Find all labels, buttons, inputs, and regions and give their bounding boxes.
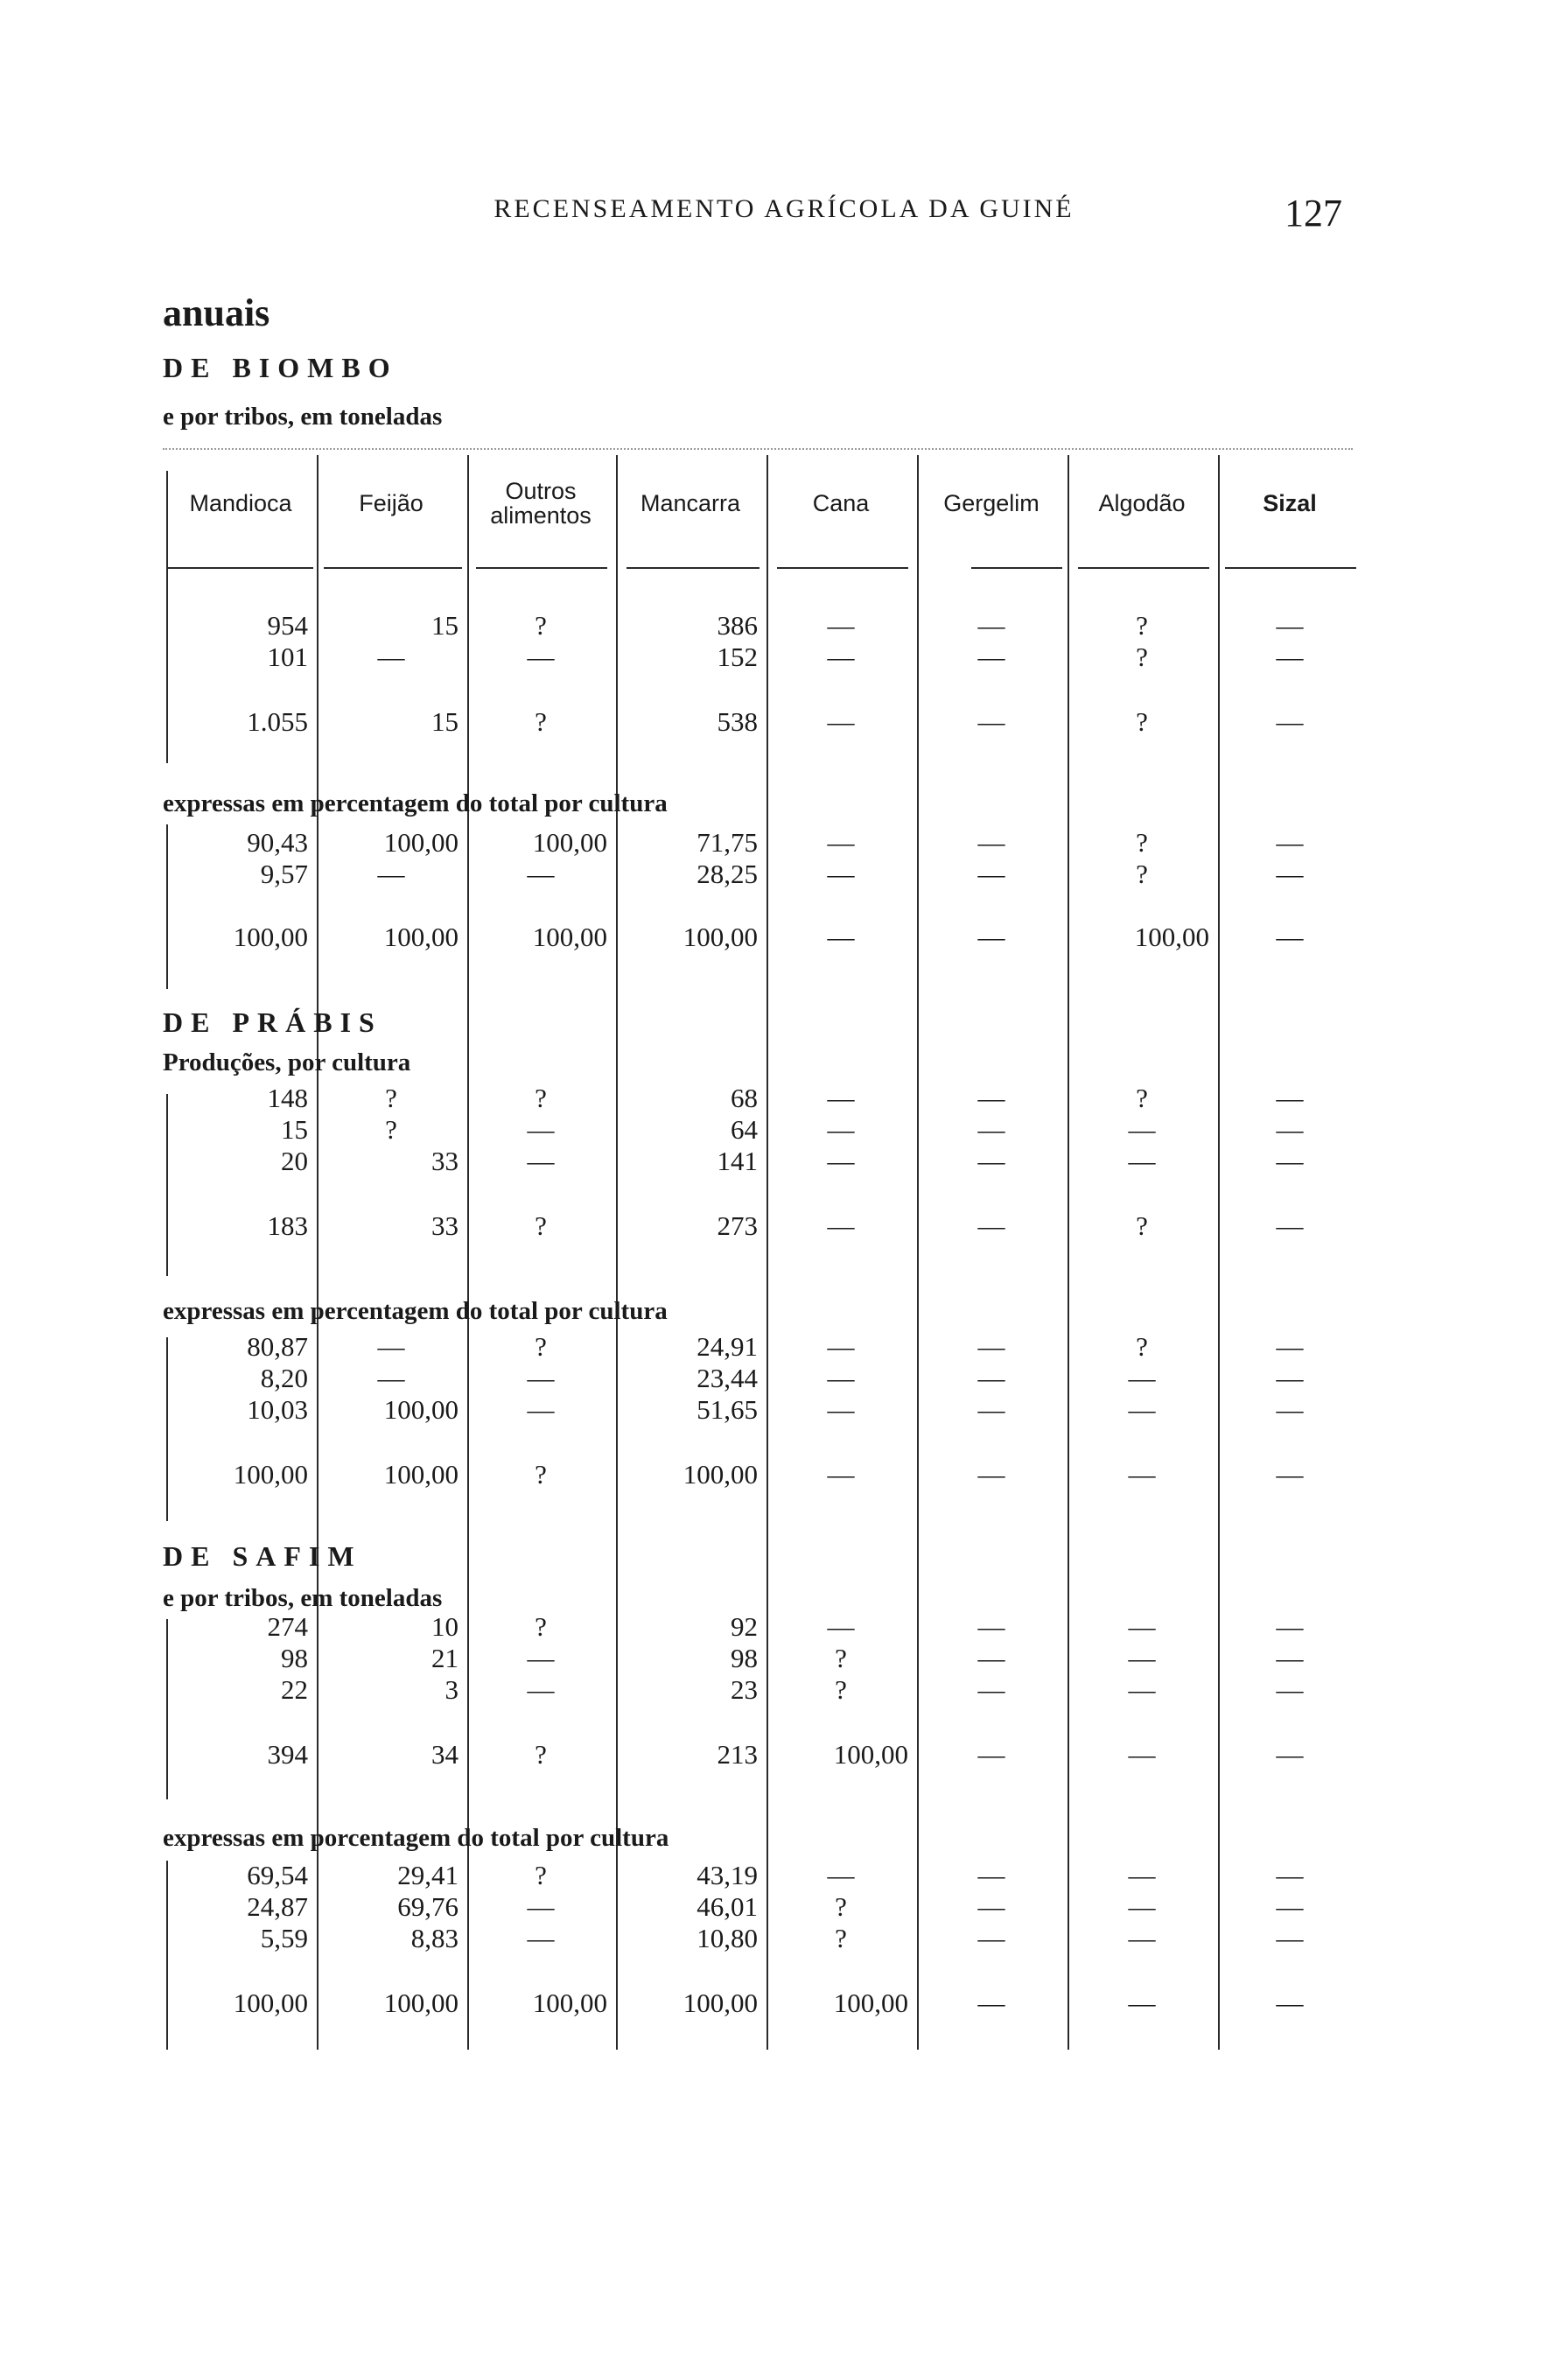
cell-sizal: — xyxy=(1276,1739,1304,1770)
column-header-gergelim: Gergelim xyxy=(943,489,1040,516)
section-subtitle-biombo: e por tribos, em toneladas xyxy=(163,403,443,431)
header-rule xyxy=(324,567,462,569)
cell-cana: — xyxy=(827,859,855,889)
cell-cana: ? xyxy=(835,1643,847,1673)
column-rule xyxy=(766,455,768,2050)
column-header-feijao: Feijão xyxy=(359,489,424,516)
cell-outros-alimentos: ? xyxy=(535,1860,547,1890)
cell-sizal: — xyxy=(1276,1891,1304,1922)
table-pct-row xyxy=(0,1859,1568,1892)
cell-algod-o: — xyxy=(1128,1739,1156,1770)
header-rule xyxy=(777,567,908,569)
cell-mancarra: 28,25 xyxy=(696,859,758,889)
section-title-safim: DE SAFIM xyxy=(163,1540,362,1572)
cell-outros-alimentos: — xyxy=(527,1643,555,1673)
cell-gergelim: — xyxy=(977,1363,1005,1393)
cell-cana: — xyxy=(827,610,855,641)
cell-feij-o: 69,76 xyxy=(397,1891,458,1922)
table-pct-row xyxy=(0,1393,1568,1427)
table-row xyxy=(0,1082,1568,1115)
cell-feij-o: 100,00 xyxy=(383,827,458,858)
cell-mancarra: 213 xyxy=(717,1739,758,1770)
cell-mandioca: 101 xyxy=(267,642,308,672)
cell-mandioca: 1.055 xyxy=(247,706,308,737)
cell-mandioca: 24,87 xyxy=(247,1891,308,1922)
cell-outros-alimentos: ? xyxy=(535,706,547,737)
cell-cana: — xyxy=(827,1146,855,1176)
cell-gergelim: — xyxy=(977,1739,1005,1770)
cell-feij-o: — xyxy=(377,642,405,672)
cell-feij-o: 29,41 xyxy=(397,1860,458,1890)
cell-feij-o: 8,83 xyxy=(410,1923,458,1953)
cell-sizal: — xyxy=(1276,1923,1304,1953)
section-title-prabis: DE PRÁBIS xyxy=(163,1006,382,1038)
cell-sizal: — xyxy=(1276,859,1304,889)
cell-cana: — xyxy=(827,706,855,737)
cell-mancarra: 100,00 xyxy=(682,1988,758,2018)
cell-mancarra: 10,80 xyxy=(696,1923,758,1953)
table-pct-row xyxy=(0,858,1568,891)
cell-mancarra: 71,75 xyxy=(696,827,758,858)
cell-gergelim: — xyxy=(977,1860,1005,1890)
cell-mancarra: 23,44 xyxy=(696,1363,758,1393)
cell-outros-alimentos: — xyxy=(527,1114,555,1145)
table-row xyxy=(0,609,1568,642)
cell-sizal: — xyxy=(1276,1114,1304,1145)
cell-algod-o: ? xyxy=(1136,1083,1148,1113)
cell-algod-o: ? xyxy=(1136,706,1148,737)
cell-gergelim: — xyxy=(977,706,1005,737)
cell-cana: — xyxy=(827,1459,855,1490)
cell-mandioca: 80,87 xyxy=(247,1331,308,1362)
cell-feij-o: ? xyxy=(385,1114,397,1145)
cell-gergelim: — xyxy=(977,859,1005,889)
column-rule xyxy=(1068,455,1069,2050)
cell-cana: — xyxy=(827,922,855,952)
cell-sizal: — xyxy=(1276,1459,1304,1490)
cell-gergelim: — xyxy=(977,1146,1005,1176)
column-header-outros-alimentos: Outros alimentos xyxy=(490,477,592,529)
cell-gergelim: — xyxy=(977,1674,1005,1705)
cell-sizal: — xyxy=(1276,1860,1304,1890)
column-header-mancarra: Mancarra xyxy=(640,489,741,516)
cell-cana: — xyxy=(827,642,855,672)
cell-outros-alimentos: ? xyxy=(535,610,547,641)
cell-gergelim: — xyxy=(977,1331,1005,1362)
cell-mandioca: 8,20 xyxy=(260,1363,308,1393)
section-subtitle-safim: e por tribos, em toneladas xyxy=(163,1584,443,1612)
cell-algod-o: — xyxy=(1128,1394,1156,1425)
cell-algod-o: ? xyxy=(1136,610,1148,641)
cell-mancarra: 92 xyxy=(731,1611,758,1642)
cell-sizal: — xyxy=(1276,1611,1304,1642)
section-title-biombo: DE BIOMBO xyxy=(163,352,398,383)
cell-cana: — xyxy=(827,1114,855,1145)
cell-mandioca: 5,59 xyxy=(260,1923,308,1953)
cell-feij-o: 10 xyxy=(431,1611,458,1642)
table-row xyxy=(0,1145,1568,1178)
table-pct-total-row xyxy=(0,1987,1568,2020)
cell-outros-alimentos: — xyxy=(527,1363,555,1393)
cell-gergelim: — xyxy=(977,827,1005,858)
cell-outros-alimentos: ? xyxy=(535,1739,547,1770)
cell-mancarra: 538 xyxy=(717,706,758,737)
cell-algod-o: ? xyxy=(1136,1331,1148,1362)
cell-outros-alimentos: 100,00 xyxy=(532,922,607,952)
cell-mancarra: 141 xyxy=(717,1146,758,1176)
table-total-row xyxy=(0,705,1568,739)
cell-gergelim: — xyxy=(977,1459,1005,1490)
cell-algod-o: — xyxy=(1128,1363,1156,1393)
cell-sizal: — xyxy=(1276,1674,1304,1705)
cell-algod-o: 100,00 xyxy=(1134,922,1209,952)
header-rule xyxy=(168,567,313,569)
column-rule xyxy=(917,455,919,2050)
table-row xyxy=(0,1113,1568,1146)
section-subtitle-prabis: Produções, por cultura xyxy=(163,1048,411,1076)
cell-algod-o: — xyxy=(1128,1988,1156,2018)
header-rule xyxy=(971,567,1062,569)
page-heading: anuais xyxy=(163,291,270,334)
cell-outros-alimentos: — xyxy=(527,1923,555,1953)
cell-mandioca: 100,00 xyxy=(233,1459,308,1490)
cell-feij-o: 100,00 xyxy=(383,1394,458,1425)
table-pct-total-row xyxy=(0,1458,1568,1491)
cell-algod-o: — xyxy=(1128,1860,1156,1890)
table-row xyxy=(0,1610,1568,1644)
cell-cana: ? xyxy=(835,1891,847,1922)
column-header-cana: Cana xyxy=(812,489,870,516)
cell-gergelim: — xyxy=(977,1988,1005,2018)
cell-feij-o: — xyxy=(377,1331,405,1362)
cell-feij-o: 33 xyxy=(431,1146,458,1176)
cell-mancarra: 273 xyxy=(717,1210,758,1241)
cell-algod-o: ? xyxy=(1136,827,1148,858)
cell-algod-o: — xyxy=(1128,1146,1156,1176)
cell-cana: — xyxy=(827,827,855,858)
column-rule xyxy=(467,455,469,2050)
cell-mandioca: 10,03 xyxy=(247,1394,308,1425)
cell-feij-o: 15 xyxy=(431,610,458,641)
column-rule xyxy=(1218,455,1220,2050)
cell-outros-alimentos: ? xyxy=(535,1210,547,1241)
table-row xyxy=(0,1673,1568,1707)
cell-mancarra: 64 xyxy=(731,1114,758,1145)
column-rule xyxy=(616,455,618,2050)
header-top-rule xyxy=(163,448,1353,450)
cell-mancarra: 68 xyxy=(731,1083,758,1113)
cell-mancarra: 386 xyxy=(717,610,758,641)
cell-cana: 100,00 xyxy=(833,1739,908,1770)
cell-gergelim: — xyxy=(977,1643,1005,1673)
cell-mandioca: 90,43 xyxy=(247,827,308,858)
cell-cana: — xyxy=(827,1331,855,1362)
cell-mandioca: 394 xyxy=(267,1739,308,1770)
cell-mancarra: 43,19 xyxy=(696,1860,758,1890)
cell-mancarra: 23 xyxy=(731,1674,758,1705)
cell-algod-o: — xyxy=(1128,1923,1156,1953)
cell-sizal: — xyxy=(1276,1083,1304,1113)
cell-gergelim: — xyxy=(977,1083,1005,1113)
cell-sizal: — xyxy=(1276,1394,1304,1425)
table-row xyxy=(0,1642,1568,1675)
cell-mandioca: 100,00 xyxy=(233,1988,308,2018)
column-header-sizal: Sizal xyxy=(1263,489,1317,516)
cell-sizal: — xyxy=(1276,827,1304,858)
cell-cana: ? xyxy=(835,1674,847,1705)
cell-gergelim: — xyxy=(977,922,1005,952)
cell-algod-o: — xyxy=(1128,1674,1156,1705)
cell-outros-alimentos: 100,00 xyxy=(532,827,607,858)
cell-outros-alimentos: — xyxy=(527,1394,555,1425)
cell-cana: — xyxy=(827,1394,855,1425)
cell-mandioca: 183 xyxy=(267,1210,308,1241)
cell-mancarra: 100,00 xyxy=(682,1459,758,1490)
cell-mandioca: 9,57 xyxy=(260,859,308,889)
cell-outros-alimentos: ? xyxy=(535,1611,547,1642)
cell-feij-o: ? xyxy=(385,1083,397,1113)
cell-feij-o: 15 xyxy=(431,706,458,737)
cell-mancarra: 24,91 xyxy=(696,1331,758,1362)
cell-gergelim: — xyxy=(977,1394,1005,1425)
cell-cana: — xyxy=(827,1210,855,1241)
cell-mandioca: 20 xyxy=(281,1146,308,1176)
cell-feij-o: — xyxy=(377,859,405,889)
cell-mancarra: 152 xyxy=(717,642,758,672)
table-pct-row xyxy=(0,1922,1568,1955)
cell-cana: — xyxy=(827,1860,855,1890)
cell-feij-o: 21 xyxy=(431,1643,458,1673)
cell-mandioca: 15 xyxy=(281,1114,308,1145)
cell-mancarra: 100,00 xyxy=(682,922,758,952)
cell-feij-o: 100,00 xyxy=(383,1988,458,2018)
cell-outros-alimentos: ? xyxy=(535,1083,547,1113)
cell-feij-o: 3 xyxy=(444,1674,458,1705)
cell-outros-alimentos: — xyxy=(527,1146,555,1176)
cell-outros-alimentos: 100,00 xyxy=(532,1988,607,2018)
pct-caption-safim: expressas em porcentagem do total por cultura xyxy=(163,1824,669,1852)
cell-sizal: — xyxy=(1276,1210,1304,1241)
cell-mancarra: 46,01 xyxy=(696,1891,758,1922)
cell-sizal: — xyxy=(1276,1363,1304,1393)
cell-mandioca: 98 xyxy=(281,1643,308,1673)
cell-algod-o: — xyxy=(1128,1611,1156,1642)
cell-mandioca: 274 xyxy=(267,1611,308,1642)
cell-cana: ? xyxy=(835,1923,847,1953)
cell-outros-alimentos: — xyxy=(527,1674,555,1705)
cell-algod-o: — xyxy=(1128,1643,1156,1673)
cell-sizal: — xyxy=(1276,1988,1304,2018)
cell-mancarra: 51,65 xyxy=(696,1394,758,1425)
cell-algod-o: — xyxy=(1128,1459,1156,1490)
cell-gergelim: — xyxy=(977,610,1005,641)
table-pct-row xyxy=(0,1362,1568,1395)
cell-feij-o: 34 xyxy=(431,1739,458,1770)
cell-sizal: — xyxy=(1276,1331,1304,1362)
cell-algod-o: — xyxy=(1128,1891,1156,1922)
table-total-row xyxy=(0,1738,1568,1771)
cell-outros-alimentos: ? xyxy=(535,1459,547,1490)
cell-gergelim: — xyxy=(977,642,1005,672)
table-total-row xyxy=(0,1210,1568,1243)
cell-cana: — xyxy=(827,1363,855,1393)
table-row xyxy=(0,641,1568,674)
header-rule xyxy=(476,567,607,569)
table-pct-row xyxy=(0,1890,1568,1924)
cell-gergelim: — xyxy=(977,1891,1005,1922)
pct-caption-prabis: expressas em percentagem do total por cultura xyxy=(163,1297,668,1325)
cell-sizal: — xyxy=(1276,706,1304,737)
cell-feij-o: 100,00 xyxy=(383,1459,458,1490)
cell-sizal: — xyxy=(1276,1146,1304,1176)
cell-outros-alimentos: — xyxy=(527,859,555,889)
cell-mandioca: 22 xyxy=(281,1674,308,1705)
cell-mandioca: 954 xyxy=(267,610,308,641)
cell-mancarra: 98 xyxy=(731,1643,758,1673)
page-number: 127 xyxy=(1284,192,1342,235)
header-rule xyxy=(1225,567,1356,569)
pct-caption-biombo: expressas em percentagem do total por cultura xyxy=(163,789,668,817)
cell-sizal: — xyxy=(1276,1643,1304,1673)
cell-sizal: — xyxy=(1276,610,1304,641)
cell-algod-o: ? xyxy=(1136,642,1148,672)
cell-feij-o: 33 xyxy=(431,1210,458,1241)
cell-outros-alimentos: ? xyxy=(535,1331,547,1362)
cell-sizal: — xyxy=(1276,642,1304,672)
cell-mandioca: 69,54 xyxy=(247,1860,308,1890)
cell-algod-o: — xyxy=(1128,1114,1156,1145)
cell-outros-alimentos: — xyxy=(527,642,555,672)
cell-cana: — xyxy=(827,1611,855,1642)
header-rule xyxy=(626,567,760,569)
cell-cana: — xyxy=(827,1083,855,1113)
table-pct-total-row xyxy=(0,921,1568,954)
column-header-algodao: Algodão xyxy=(1098,489,1186,516)
cell-gergelim: — xyxy=(977,1210,1005,1241)
table-pct-row xyxy=(0,826,1568,859)
cell-cana: 100,00 xyxy=(833,1988,908,2018)
header-rule xyxy=(1078,567,1209,569)
table-pct-row xyxy=(0,1330,1568,1364)
column-rule xyxy=(317,455,318,2050)
cell-mandioca: 148 xyxy=(267,1083,308,1113)
cell-outros-alimentos: — xyxy=(527,1891,555,1922)
cell-feij-o: 100,00 xyxy=(383,922,458,952)
cell-gergelim: — xyxy=(977,1923,1005,1953)
cell-gergelim: — xyxy=(977,1114,1005,1145)
cell-algod-o: ? xyxy=(1136,859,1148,889)
cell-mandioca: 100,00 xyxy=(233,922,308,952)
cell-feij-o: — xyxy=(377,1363,405,1393)
running-head: RECENSEAMENTO AGRÍCOLA DA GUINÉ xyxy=(494,194,1074,223)
column-header-mandioca: Mandioca xyxy=(189,489,292,516)
cell-sizal: — xyxy=(1276,922,1304,952)
cell-gergelim: — xyxy=(977,1611,1005,1642)
cell-algod-o: ? xyxy=(1136,1210,1148,1241)
